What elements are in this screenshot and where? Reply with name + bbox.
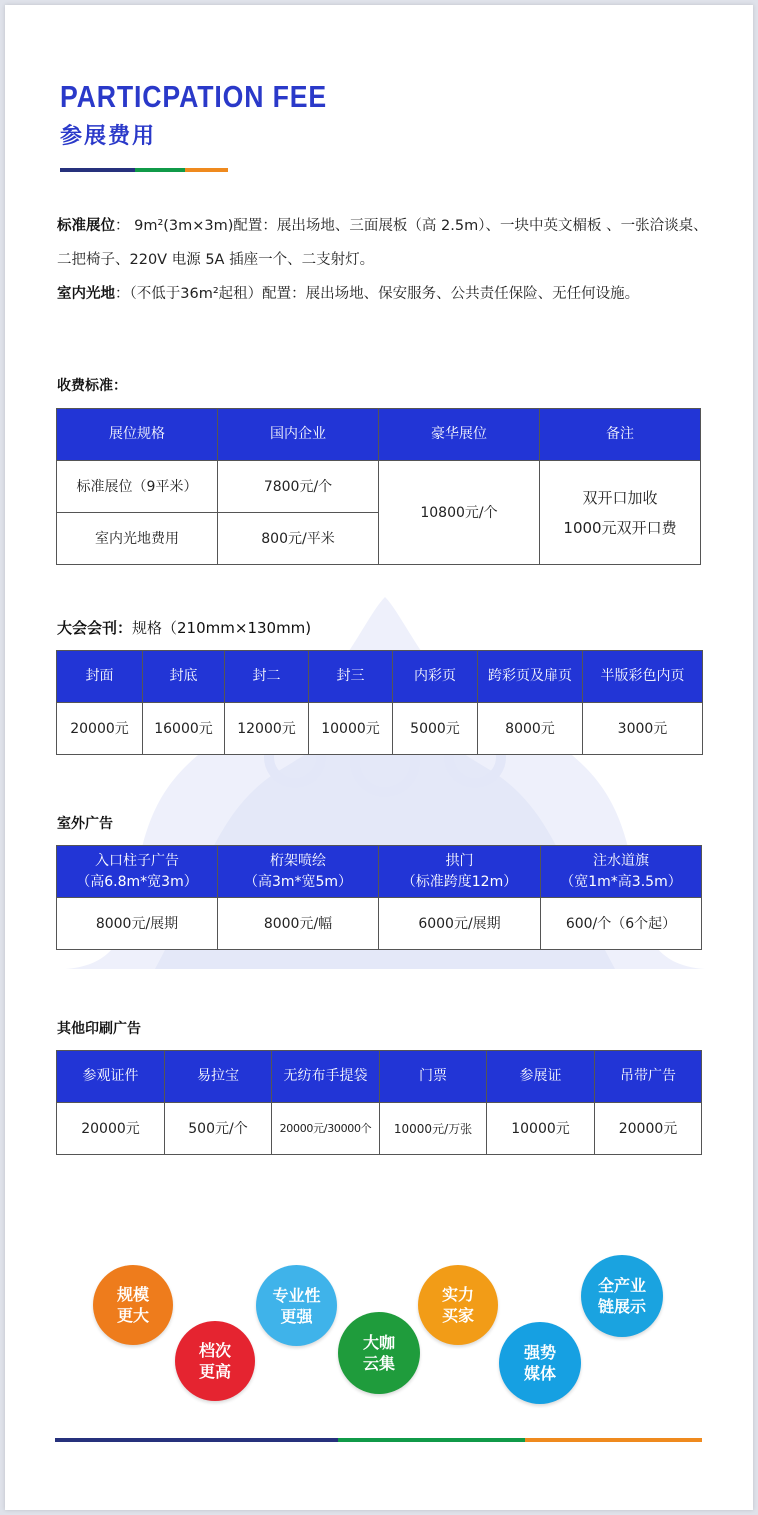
badge-scale <box>93 1265 173 1345</box>
outdoor-header-title: 桁架喷绘 <box>270 852 326 869</box>
title-underline-navy <box>60 168 135 172</box>
intro-raw-label: 室内光地 <box>57 286 115 302</box>
journal-header: 封二 <box>225 651 309 703</box>
badge-line: 更强 <box>280 1306 313 1326</box>
intro-standard-label: 标准展位 <box>57 218 115 234</box>
badge-media <box>499 1322 581 1404</box>
fees-cell: 室内光地费用 <box>57 513 218 565</box>
journal-cell: 10000元 <box>309 703 393 755</box>
badge-line: 链展示 <box>597 1297 646 1316</box>
intro-standard-booth <box>57 209 709 277</box>
intro-raw-desc: ：（不低于36m²起租）配置：展出场地、保安服务、公共责任保险、无任何设施。 <box>115 286 640 302</box>
journal-header: 半版彩色内页 <box>583 651 703 703</box>
print-table <box>56 1050 702 1155</box>
title-english: PARTICPATION FEE <box>60 79 328 114</box>
fees-cell: 标准展位（9平米） <box>57 461 218 513</box>
title-chinese: 参展费用 <box>60 124 157 149</box>
outdoor-header-title: 拱门 <box>445 852 474 869</box>
badge-line: 更高 <box>198 1362 231 1381</box>
fees-table <box>56 408 701 565</box>
bottom-bar-green <box>338 1438 525 1442</box>
outdoor-cell: 6000元/展期 <box>379 898 541 950</box>
intro-raw-space <box>57 277 709 311</box>
print-cell: 20000元 <box>57 1103 165 1155</box>
fees-header: 展位规格 <box>57 409 218 461</box>
badge-line: 档次 <box>198 1341 231 1360</box>
badge-line: 买家 <box>441 1306 474 1325</box>
badge-line: 专业性 <box>272 1285 321 1305</box>
badge-line: 更大 <box>116 1306 149 1325</box>
intro-text <box>57 209 709 311</box>
outdoor-header-title: 注水道旗 <box>593 852 649 869</box>
badge-line: 规模 <box>116 1285 149 1304</box>
outdoor-table <box>56 845 702 950</box>
badge-line: 云集 <box>362 1354 395 1373</box>
outdoor-header-title: 入口柱子广告 <box>95 852 179 869</box>
fees-cell: 800元/平米 <box>218 513 379 565</box>
print-cell: 500元/个 <box>165 1103 272 1155</box>
outdoor-header <box>541 846 702 898</box>
badge-line: 全产业 <box>597 1276 646 1295</box>
journal-cell: 3000元 <box>583 703 703 755</box>
outdoor-cell: 600/个（6个起） <box>541 898 702 950</box>
journal-cell: 5000元 <box>393 703 478 755</box>
outdoor-header <box>57 846 218 898</box>
poster-page <box>5 5 753 1510</box>
journal-cell: 20000元 <box>57 703 143 755</box>
fees-cell: 7800元/个 <box>218 461 379 513</box>
badge-line: 实力 <box>441 1285 474 1304</box>
intro-standard-desc: ： 9m²(3m×3m)配置：展出场地、三面展板（高 2.5m）、一块中英文楣板 、一张洽谈桌、二把椅子、220V 电源 5A 插座一个、二支射灯。 <box>57 218 708 268</box>
journal-header: 跨彩页及扉页 <box>478 651 583 703</box>
fees-header: 国内企业 <box>218 409 379 461</box>
title-underline-orange <box>185 168 228 172</box>
fees-header: 备注 <box>540 409 701 461</box>
print-cell: 10000元 <box>487 1103 595 1155</box>
badge-line: 大咖 <box>362 1333 395 1352</box>
print-header: 易拉宝 <box>165 1051 272 1103</box>
journal-heading <box>57 617 311 638</box>
outdoor-cell: 8000元/展期 <box>57 898 218 950</box>
journal-cell: 12000元 <box>225 703 309 755</box>
fees-note-line: 1000元双开口费 <box>563 518 677 537</box>
journal-header: 封三 <box>309 651 393 703</box>
journal-spec: 规格（210mm×130mm) <box>132 619 312 637</box>
print-cell: 10000元/万张 <box>380 1103 487 1155</box>
outdoor-heading: 室外广告 <box>57 816 113 832</box>
badge-industry-chain <box>581 1255 663 1337</box>
print-heading: 其他印刷广告 <box>57 1021 141 1037</box>
fees-luxury-cell: 10800元/个 <box>379 461 540 565</box>
fees-note-cell <box>540 461 701 565</box>
bottom-bar-orange <box>525 1438 702 1442</box>
journal-header: 内彩页 <box>393 651 478 703</box>
badge-line: 强势 <box>523 1343 556 1362</box>
outdoor-header-size: （高6.8m*宽3m） <box>76 873 198 890</box>
badge-line: 媒体 <box>523 1364 556 1383</box>
print-header: 无纺布手提袋 <box>272 1051 380 1103</box>
print-header: 参观证件 <box>57 1051 165 1103</box>
fees-heading: 收费标准： <box>57 378 127 394</box>
badge-grade <box>175 1321 255 1401</box>
fees-header: 豪华展位 <box>379 409 540 461</box>
bottom-bar-navy <box>55 1438 338 1442</box>
journal-header: 封底 <box>143 651 225 703</box>
journal-heading-label: 大会会刊： <box>57 619 133 637</box>
title-underline-green <box>135 168 185 172</box>
outdoor-header <box>379 846 541 898</box>
journal-cell: 8000元 <box>478 703 583 755</box>
outdoor-header-size: （标准跨度12m） <box>401 873 518 890</box>
badge-buyers <box>418 1265 498 1345</box>
badge-professional <box>256 1265 337 1346</box>
journal-header: 封面 <box>57 651 143 703</box>
journal-table <box>56 650 703 755</box>
print-cell: 20000元 <box>595 1103 702 1155</box>
print-header: 门票 <box>380 1051 487 1103</box>
outdoor-header-size: （宽1m*高3.5m） <box>560 873 682 890</box>
print-header: 吊带广告 <box>595 1051 702 1103</box>
fees-note-line: 双开口加收 <box>582 488 658 507</box>
outdoor-cell: 8000元/幅 <box>218 898 379 950</box>
journal-cell: 16000元 <box>143 703 225 755</box>
outdoor-header-size: （高3m*宽5m） <box>243 873 353 890</box>
outdoor-header <box>218 846 379 898</box>
print-header: 参展证 <box>487 1051 595 1103</box>
badge-celebrities <box>338 1312 420 1394</box>
print-cell: 20000元/30000个 <box>272 1103 380 1155</box>
